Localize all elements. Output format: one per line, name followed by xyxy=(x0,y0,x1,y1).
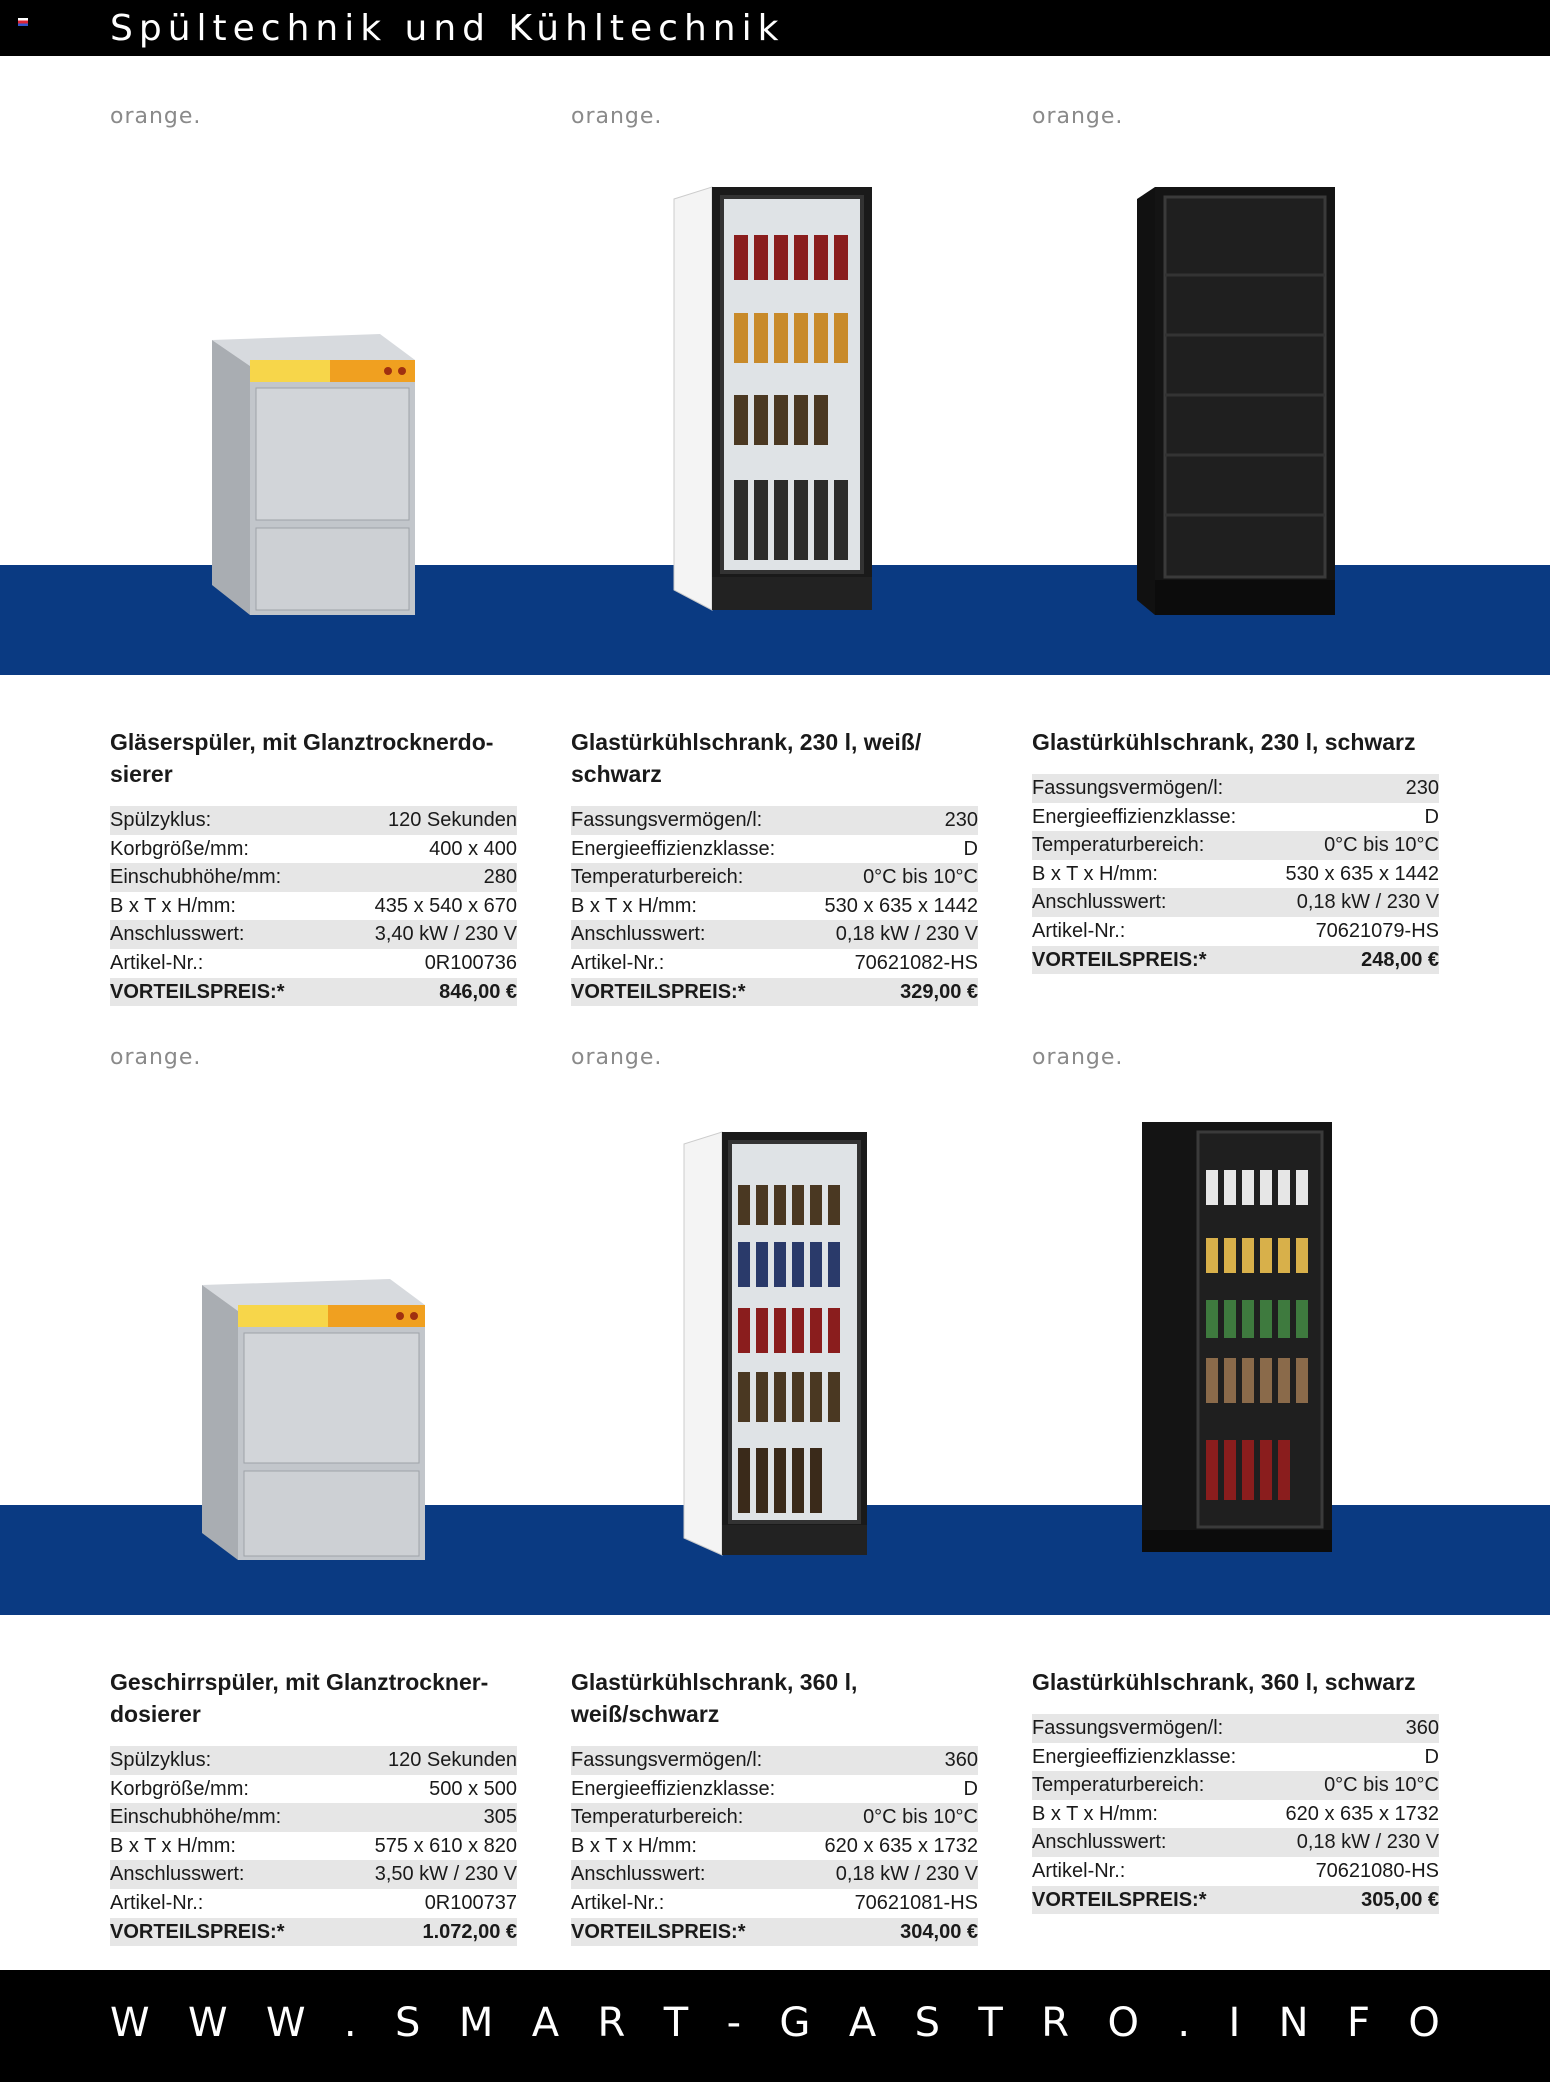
product-title xyxy=(110,726,520,790)
spec-label: VORTEILSPREIS:* xyxy=(1032,1888,1207,1911)
spec-label: Fassungsvermögen/l: xyxy=(1032,1717,1224,1739)
spec-label: B x T x H/mm: xyxy=(571,1834,697,1857)
spec-value: 70621082-HS xyxy=(854,951,978,974)
spec-label: Energieeffizienzklasse: xyxy=(571,1777,776,1800)
spec-row xyxy=(1032,1771,1439,1800)
spec-label: Energieeffizienzklasse: xyxy=(1032,1745,1237,1768)
price-row xyxy=(571,1918,978,1947)
spec-value: 530 x 635 x 1442 xyxy=(1285,862,1439,885)
spec-row xyxy=(571,892,978,921)
spec-label: Anschlusswert: xyxy=(1032,1831,1167,1854)
spec-value: 0°C bis 10°C xyxy=(1324,834,1439,857)
spec-value: 0,18 kW / 230 V xyxy=(835,1863,978,1886)
product-title xyxy=(571,1666,981,1730)
spec-value: 230 xyxy=(1405,777,1439,799)
spec-value: 0R100737 xyxy=(424,1891,517,1914)
spec-value: 120 Sekunden xyxy=(387,1749,517,1771)
spec-row xyxy=(110,1860,517,1889)
spec-row xyxy=(1032,1714,1439,1743)
spec-label: VORTEILSPREIS:* xyxy=(571,1920,746,1943)
spec-value: 360 xyxy=(1405,1717,1439,1739)
spec-value: 329,00 € xyxy=(900,980,978,1003)
spec-label: Anschlusswert: xyxy=(571,923,706,946)
spec-value: 0°C bis 10°C xyxy=(863,1806,978,1829)
spec-label: Artikel-Nr.: xyxy=(1032,919,1126,942)
spec-label: Spülzyklus: xyxy=(110,1749,212,1771)
spec-row xyxy=(110,892,517,921)
spec-label: B x T x H/mm: xyxy=(1032,1802,1158,1825)
spec-row xyxy=(110,920,517,949)
spec-value: 400 x 400 xyxy=(429,837,517,860)
spec-label: Artikel-Nr.: xyxy=(571,1891,665,1914)
spec-row xyxy=(571,863,978,892)
spec-label: Korbgröße/mm: xyxy=(110,1777,249,1800)
spec-value: D xyxy=(1424,1745,1439,1768)
spec-row xyxy=(110,1889,517,1918)
spec-value: 3,50 kW / 230 V xyxy=(374,1863,517,1886)
spec-value: 70621079-HS xyxy=(1315,919,1439,942)
spec-row xyxy=(1032,774,1439,803)
spec-value: 360 xyxy=(944,1749,978,1771)
spec-value: 1.072,00 € xyxy=(422,1920,517,1943)
glass-door-fridge-black-large-image xyxy=(1140,1120,1335,1560)
spec-row xyxy=(1032,917,1439,946)
spec-value: 0,18 kW / 230 V xyxy=(1296,891,1439,914)
spec-label: Fassungsvermögen/l: xyxy=(1032,777,1224,799)
spec-value: 70621081-HS xyxy=(854,1891,978,1914)
spec-value: 620 x 635 x 1732 xyxy=(824,1834,978,1857)
product-title-text: Glastürkühlschrank, 230 l, schwarz xyxy=(1032,729,1416,755)
product-title-text: Geschirrspüler, mit Glanztrockner- dosierer xyxy=(110,1669,489,1727)
spec-row xyxy=(110,1832,517,1861)
spec-row xyxy=(110,1775,517,1804)
spec-value: D xyxy=(1424,805,1439,828)
spec-label: Einschubhöhe/mm: xyxy=(110,866,282,889)
spec-label: B x T x H/mm: xyxy=(110,1834,236,1857)
spec-value: 305 xyxy=(483,1806,517,1829)
spec-row xyxy=(110,835,517,864)
spec-label: Korbgröße/mm: xyxy=(110,837,249,860)
spec-label: Anschlusswert: xyxy=(110,1863,245,1886)
spec-table xyxy=(571,806,978,1006)
spec-value: 248,00 € xyxy=(1361,948,1439,971)
spec-label: Artikel-Nr.: xyxy=(110,1891,204,1914)
spec-label: Einschubhöhe/mm: xyxy=(110,1806,282,1829)
glass-door-fridge-white-large-image xyxy=(682,1130,872,1560)
spec-row xyxy=(571,835,978,864)
spec-table xyxy=(571,1746,978,1946)
spec-value: D xyxy=(963,1777,978,1800)
spec-label: Anschlusswert: xyxy=(110,923,245,946)
spec-row xyxy=(1032,860,1439,889)
spec-label: Temperaturbereich: xyxy=(1032,1774,1205,1797)
glass-door-fridge-white-image xyxy=(672,185,882,615)
flag-icon xyxy=(18,18,28,26)
price-row xyxy=(110,978,517,1007)
spec-label: Fassungsvermögen/l: xyxy=(571,809,763,831)
spec-value: 120 Sekunden xyxy=(387,809,517,831)
spec-value: 0R100736 xyxy=(424,951,517,974)
spec-row xyxy=(1032,1743,1439,1772)
price-row xyxy=(110,1918,517,1947)
spec-value: 0°C bis 10°C xyxy=(863,866,978,889)
spec-table xyxy=(110,806,517,1006)
brand-logo: orange. xyxy=(571,104,663,129)
spec-label: Artikel-Nr.: xyxy=(571,951,665,974)
dishwasher-image xyxy=(200,1275,430,1565)
spec-table xyxy=(110,1746,517,1946)
spec-label: VORTEILSPREIS:* xyxy=(110,1920,285,1943)
spec-label: Energieeffizienzklasse: xyxy=(1032,805,1237,828)
spec-label: Spülzyklus: xyxy=(110,809,212,831)
spec-value: 530 x 635 x 1442 xyxy=(824,894,978,917)
spec-row xyxy=(1032,1800,1439,1829)
product-title-text: Glastürkühlschrank, 230 l, weiß/ schwarz xyxy=(571,729,922,787)
spec-row xyxy=(571,1746,978,1775)
spec-value: 0°C bis 10°C xyxy=(1324,1774,1439,1797)
spec-value: 500 x 500 xyxy=(429,1777,517,1800)
spec-row xyxy=(1032,831,1439,860)
brand-logo: orange. xyxy=(110,104,202,129)
header-bar xyxy=(0,0,1550,56)
spec-value: 3,40 kW / 230 V xyxy=(374,923,517,946)
spec-row xyxy=(571,1803,978,1832)
product-title-text: Gläserspüler, mit Glanztrocknerdo- sierer xyxy=(110,729,494,787)
spec-value: 0,18 kW / 230 V xyxy=(1296,1831,1439,1854)
brand-logo: orange. xyxy=(1032,104,1124,129)
glass-door-fridge-black-image xyxy=(1135,185,1340,620)
brand-logo: orange. xyxy=(571,1045,663,1070)
spec-value: 620 x 635 x 1732 xyxy=(1285,1802,1439,1825)
spec-label: Temperaturbereich: xyxy=(1032,834,1205,857)
spec-label: Fassungsvermögen/l: xyxy=(571,1749,763,1771)
spec-label: Temperaturbereich: xyxy=(571,866,744,889)
spec-row xyxy=(110,949,517,978)
spec-value: 230 xyxy=(944,809,978,831)
spec-row xyxy=(571,1860,978,1889)
spec-row xyxy=(1032,1828,1439,1857)
spec-row xyxy=(571,1832,978,1861)
spec-value: 435 x 540 x 670 xyxy=(374,894,517,917)
spec-label: Artikel-Nr.: xyxy=(110,951,204,974)
spec-label: VORTEILSPREIS:* xyxy=(571,980,746,1003)
page-title: Spültechnik und Kühltechnik xyxy=(110,8,785,49)
price-row xyxy=(571,978,978,1007)
spec-value: 304,00 € xyxy=(900,1920,978,1943)
spec-row xyxy=(1032,803,1439,832)
spec-row xyxy=(110,863,517,892)
spec-row xyxy=(1032,1857,1439,1886)
spec-label: B x T x H/mm: xyxy=(110,894,236,917)
spec-row xyxy=(1032,888,1439,917)
spec-row xyxy=(571,1775,978,1804)
spec-value: 0,18 kW / 230 V xyxy=(835,923,978,946)
brand-logo: orange. xyxy=(110,1045,202,1070)
spec-row xyxy=(110,1803,517,1832)
price-row xyxy=(1032,946,1439,975)
product-title xyxy=(110,1666,520,1730)
spec-label: B x T x H/mm: xyxy=(1032,862,1158,885)
spec-value: 846,00 € xyxy=(439,980,517,1003)
spec-value: 70621080-HS xyxy=(1315,1859,1439,1882)
spec-label: Energieeffizienzklasse: xyxy=(571,837,776,860)
spec-label: Anschlusswert: xyxy=(571,1863,706,1886)
spec-value: 575 x 610 x 820 xyxy=(374,1834,517,1857)
spec-table xyxy=(1032,1714,1439,1914)
glass-washer-image xyxy=(210,330,420,620)
price-row xyxy=(1032,1886,1439,1915)
footer-url[interactable]: W W W . S M A R T - G A S T R O . I N F O xyxy=(110,2000,1440,2046)
spec-label: B x T x H/mm: xyxy=(571,894,697,917)
spec-label: Temperaturbereich: xyxy=(571,1806,744,1829)
spec-label: VORTEILSPREIS:* xyxy=(110,980,285,1003)
product-title xyxy=(1032,726,1442,758)
spec-row xyxy=(571,920,978,949)
product-title xyxy=(1032,1666,1442,1698)
spec-value: D xyxy=(963,837,978,860)
spec-value: 305,00 € xyxy=(1361,1888,1439,1911)
spec-row xyxy=(571,806,978,835)
spec-value: 280 xyxy=(483,866,517,889)
product-title xyxy=(571,726,981,790)
product-title-text: Glastürkühlschrank, 360 l, weiß/schwarz xyxy=(571,1669,858,1727)
spec-table xyxy=(1032,774,1439,974)
spec-row xyxy=(110,1746,517,1775)
footer-bar xyxy=(0,1970,1550,2082)
spec-label: Artikel-Nr.: xyxy=(1032,1859,1126,1882)
spec-row xyxy=(571,1889,978,1918)
spec-label: Anschlusswert: xyxy=(1032,891,1167,914)
spec-label: VORTEILSPREIS:* xyxy=(1032,948,1207,971)
spec-row xyxy=(110,806,517,835)
spec-row xyxy=(571,949,978,978)
brand-logo: orange. xyxy=(1032,1045,1124,1070)
product-title-text: Glastürkühlschrank, 360 l, schwarz xyxy=(1032,1669,1416,1695)
